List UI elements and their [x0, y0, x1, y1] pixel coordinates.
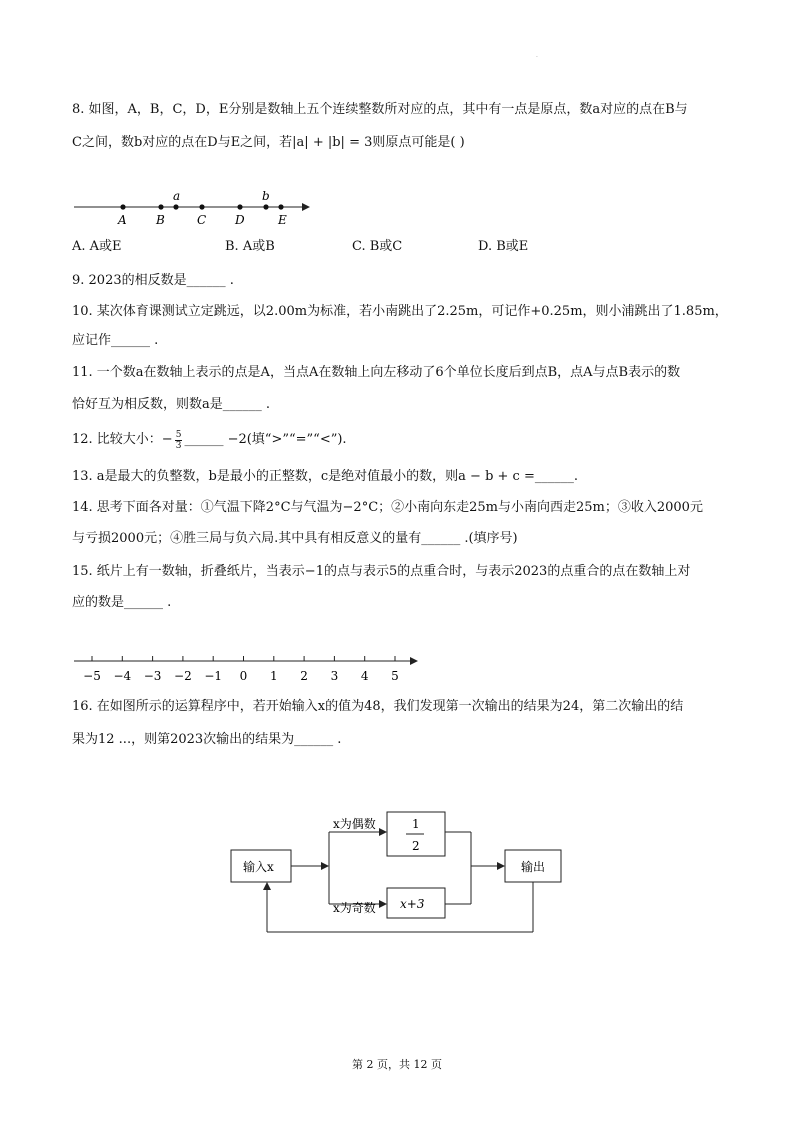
- q8-option-b: B. A或B: [225, 239, 275, 254]
- q15-axis-tick-label: −5: [83, 669, 101, 683]
- q15-axis-tick-label: 3: [330, 669, 339, 683]
- q11-text-line1: 11. 一个数a在数轴上表示的点是A，当点A在数轴上向左移动了6个单位长度后到点B，点A与点B表示的数: [72, 365, 681, 380]
- q15-axis-tick-label: 1: [269, 669, 278, 683]
- flow-odd-label: x为奇数: [333, 901, 376, 915]
- q13-text: 13. a是最大的负整数，b是最小的正整数，c是绝对值最小的数，则a − b + c =______.: [72, 469, 578, 484]
- q9-text: 9. 2023的相反数是______ .: [72, 273, 234, 288]
- q14-text-line2: 与亏损2000元；④胜三局与负六局.其中具有相反意义的量有______ .(填序号): [72, 531, 518, 546]
- q11-text-line2: 恰好互为相反数，则数a是______ .: [72, 397, 271, 412]
- q12-text: [72, 428, 347, 452]
- page-corner-mark: ·: [536, 54, 538, 61]
- q12-numerator: 5: [175, 429, 182, 440]
- q15-axis-tick-label: 4: [360, 669, 369, 683]
- q8-label-B: B: [156, 213, 165, 227]
- q8-point-B: [158, 204, 163, 209]
- q8-option-a: A. A或E: [72, 239, 122, 254]
- q8-point-A: [120, 204, 125, 209]
- q16-text-line2: 果为12 ...，则第2023次输出的结果为______ .: [72, 732, 342, 747]
- q8-label-E: E: [278, 213, 287, 227]
- q8-label-A: A: [118, 213, 127, 227]
- q8-point-a: [173, 204, 178, 209]
- q8-point-D: [237, 204, 242, 209]
- q15-axis-tick-label: 0: [239, 669, 248, 683]
- q10-text-line2: 应记作______ .: [72, 333, 159, 348]
- q12-prefix: 12. 比较大小：−: [72, 432, 173, 447]
- flow-even-label: x为偶数: [333, 817, 376, 831]
- q12-suffix: ______ −2(填“>”“=”“<”).: [184, 432, 347, 447]
- q8-text-line2: C之间，数b对应的点在D与E之间，若|a| + |b| = 3则原点可能是( ): [72, 135, 465, 150]
- q8-point-C: [199, 204, 204, 209]
- q8-label-a: a: [173, 189, 181, 203]
- flow-plus3-label: x+3: [400, 897, 425, 911]
- q15-axis-tick-label: 5: [391, 669, 399, 683]
- q12-denominator: 3: [175, 440, 182, 451]
- q16-text-line1: 16. 在如图所示的运算程序中，若开始输入x的值为48，我们发现第一次输出的结果为24，第二次输出的结: [72, 699, 684, 714]
- q15-text-line1: 15. 纸片上有一数轴，折叠纸片，当表示−1的点与表示5的点重合时，与表示2023的点重合的点在数轴上对: [72, 564, 691, 579]
- q8-label-D: D: [235, 213, 245, 227]
- q15-number-line-figure: [70, 650, 430, 686]
- q15-axis-tick-label: −3: [143, 669, 162, 683]
- q8-text-line1: 8. 如图，A，B，C，D，E分别是数轴上五个连续整数所对应的点，其中有一点是原点，数a对应的点在B与: [72, 102, 688, 117]
- q8-option-c: C. B或C: [352, 239, 403, 254]
- q15-text-line2: 应的数是______ .: [72, 595, 172, 610]
- flow-input-label: 输入x: [243, 860, 274, 874]
- q14-text-line1: 14. 思考下面各对量：①气温下降2°C与气温为−2°C；②小南向东走25m与小南向西走25m；③收入2000元: [72, 500, 703, 515]
- flow-output-label: 输出: [521, 860, 546, 874]
- q8-number-line-figure: [70, 188, 310, 228]
- q15-axis-tick-label: −2: [174, 669, 192, 683]
- flow-half-numerator: 1: [412, 817, 420, 831]
- flow-half-denominator: 2: [412, 839, 420, 853]
- q15-axis-tick-label: 2: [300, 669, 308, 683]
- q8-point-E: [278, 204, 283, 209]
- q16-flowchart: [225, 808, 575, 943]
- q8-point-b: [263, 204, 268, 209]
- q12-fraction: [175, 430, 183, 451]
- q8-label-b: b: [262, 189, 270, 203]
- q15-axis-tick-label: −1: [204, 669, 223, 683]
- q8-option-d: D. B或E: [478, 239, 529, 254]
- q10-text-line1: 10. 某次体育课测试立定跳远，以2.00m为标准，若小南跳出了2.25m，可记作+0.25m，则小浦跳出了1.85m，: [72, 304, 728, 319]
- q8-label-C: C: [197, 213, 207, 227]
- q15-axis-tick-label: −4: [113, 669, 132, 683]
- page-footer: 第 2 页，共 12 页: [352, 1058, 442, 1071]
